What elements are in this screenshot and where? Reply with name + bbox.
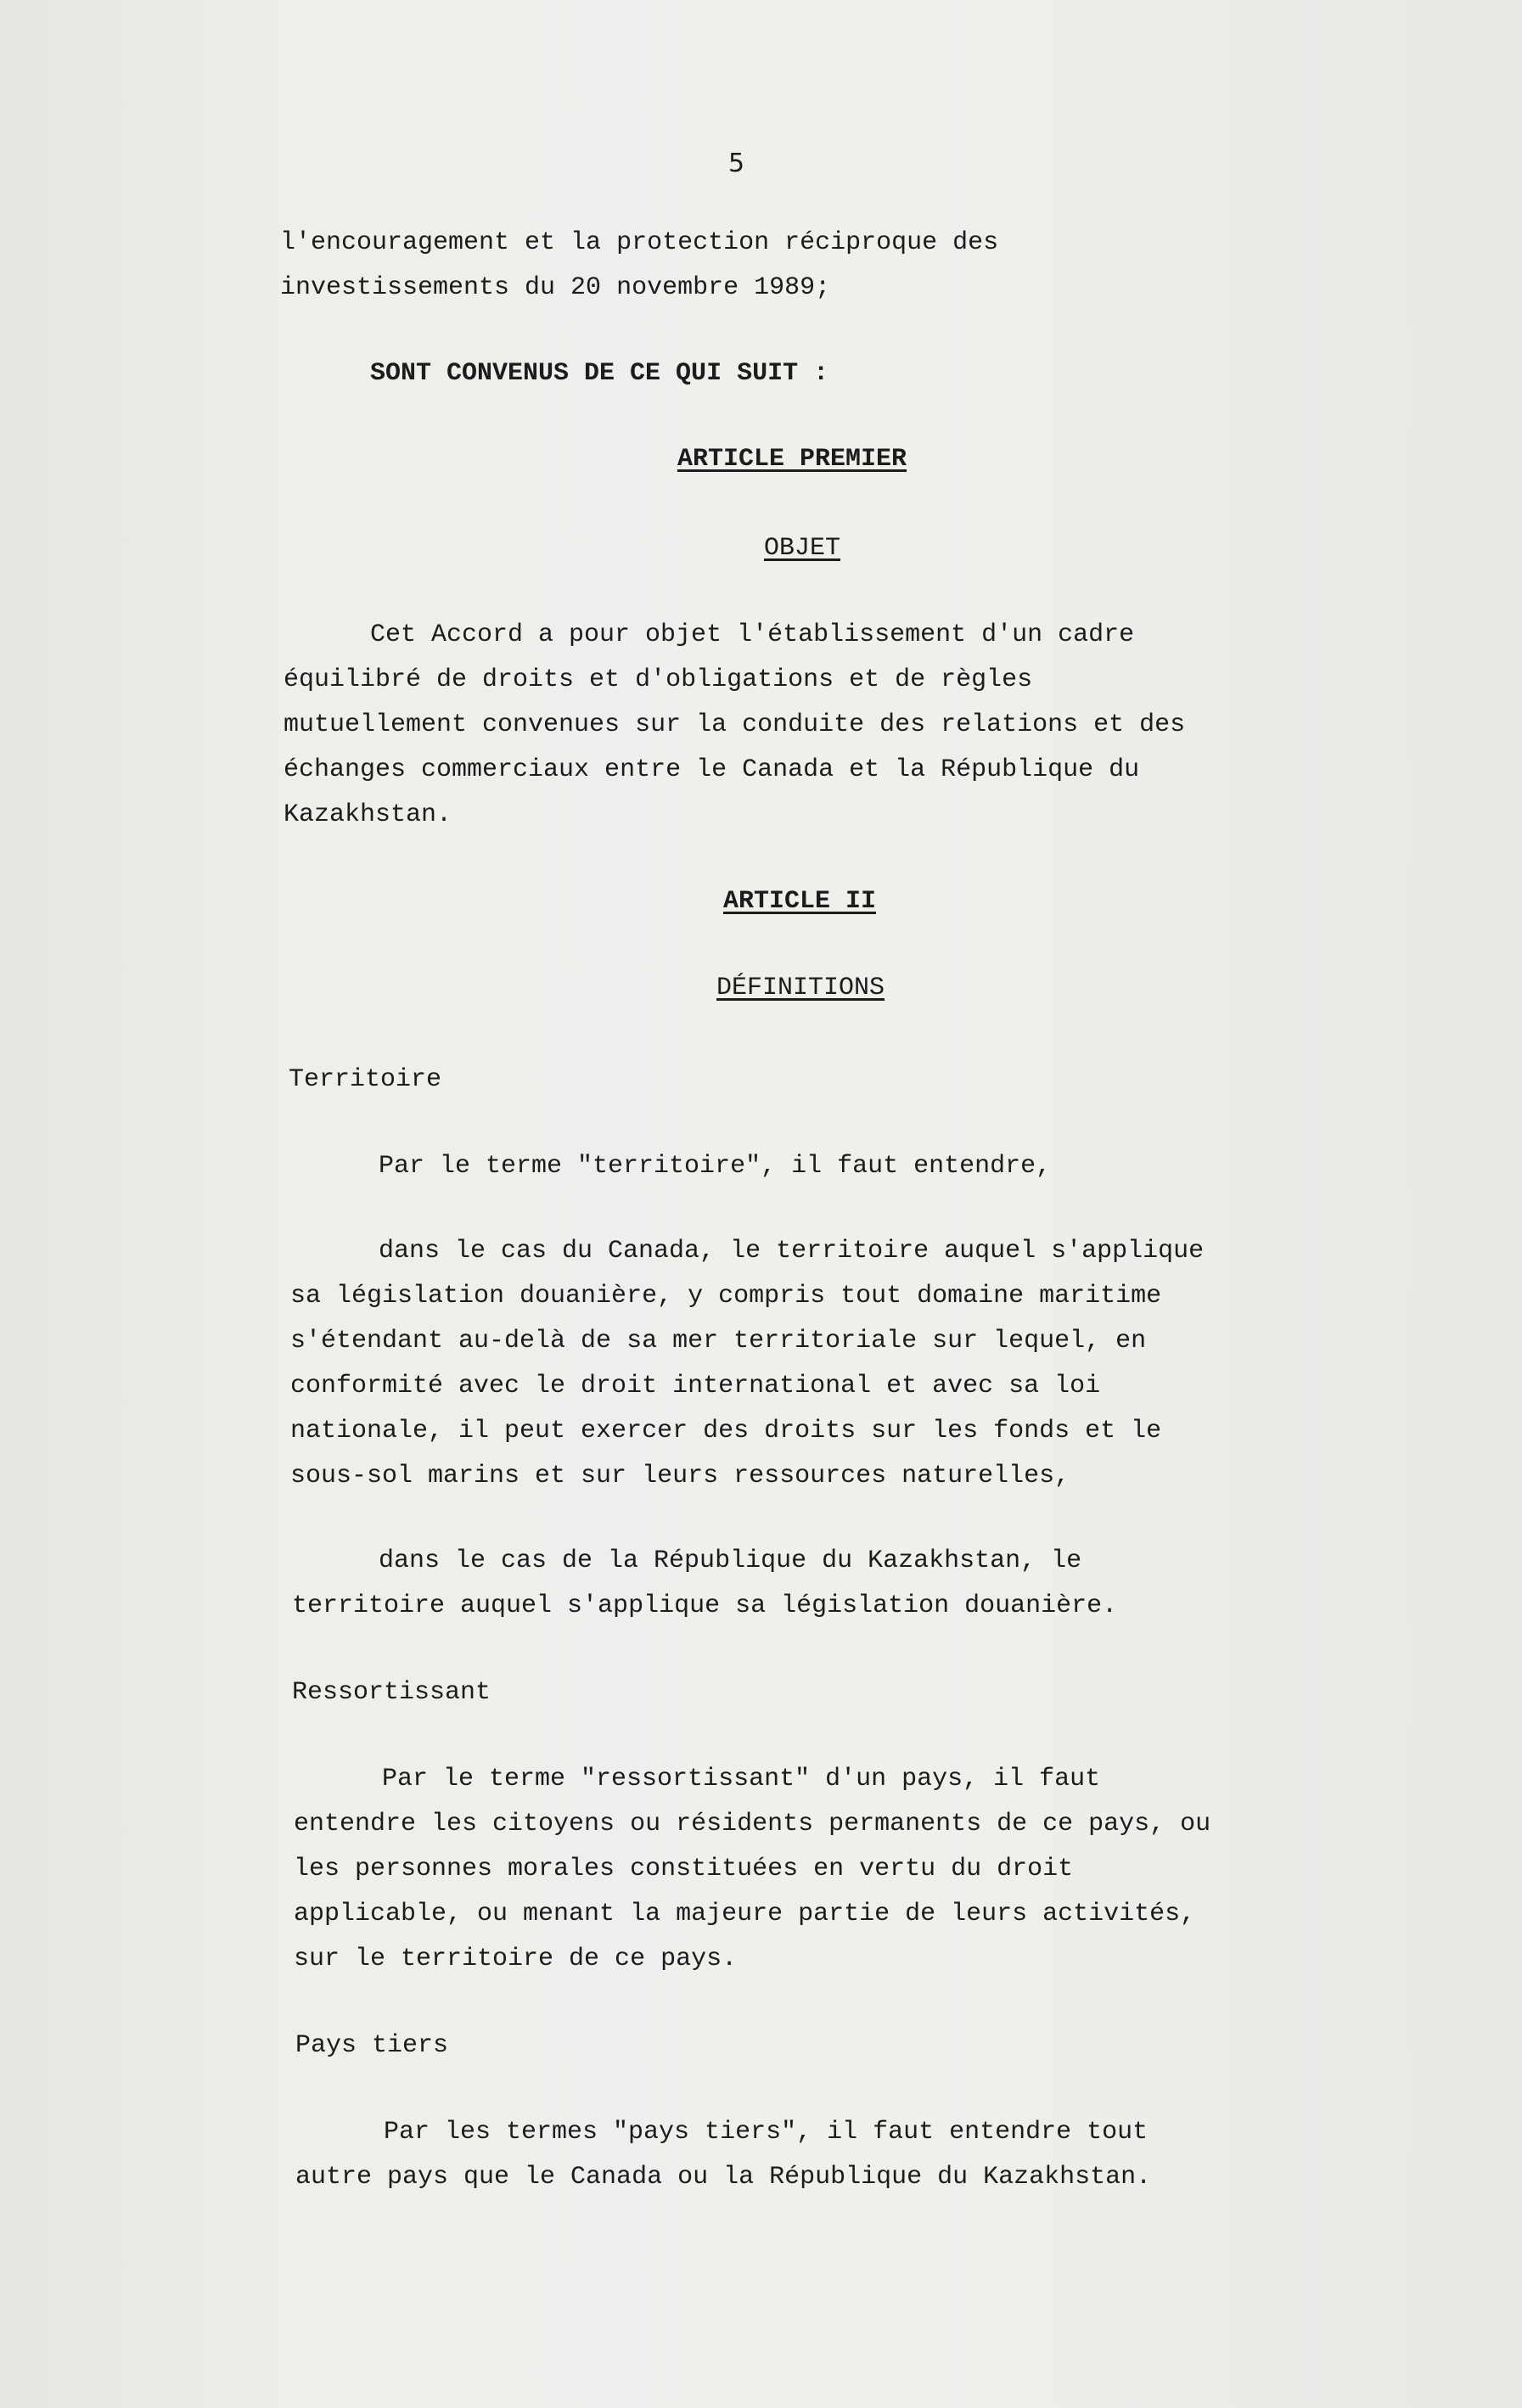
definition-line: dans le cas de la République du Kazakhstan, le <box>379 1546 1082 1575</box>
definition-line: les personnes morales constituées en vertu du droit <box>294 1855 1074 1883</box>
article-1-line: échanges commerciaux entre le Canada et la République du <box>284 755 1140 784</box>
article-1-line: Kazakhstan. <box>284 800 452 829</box>
definition-line: autre pays que le Canada ou la République du Kazakhstan. <box>295 2163 1152 2192</box>
article-1-line: équilibré de droits et d'obligations et de règles <box>284 665 1033 694</box>
definition-line: sa législation douanière, y compris tout domaine maritime <box>290 1282 1162 1311</box>
term-heading: Territoire <box>289 1065 442 1094</box>
article-1-line: Cet Accord a pour objet l'établissement d'un cadre <box>370 620 1135 649</box>
definition-line: applicable, ou menant la majeure partie de leurs activités, <box>294 1900 1196 1928</box>
definition-line: sur le territoire de ce pays. <box>294 1945 738 1973</box>
page-number: 5 <box>728 149 745 178</box>
term-heading: Ressortissant <box>292 1678 491 1707</box>
definition-line: Par le terme "ressortissant" d'un pays, il faut <box>382 1765 1101 1793</box>
definition-line: conformité avec le droit international et avec sa loi <box>290 1372 1101 1400</box>
definition-line: territoire auquel s'applique sa législation douanière. <box>292 1591 1118 1620</box>
preamble-line: l'encouragement et la protection réciproque des <box>280 228 999 257</box>
article-1-title: ARTICLE PREMIER <box>677 445 907 474</box>
definition-line: dans le cas du Canada, le territoire auquel s'applique <box>379 1237 1205 1266</box>
definition-line: nationale, il peut exercer des droits sur les fonds et le <box>290 1417 1162 1445</box>
article-1-subtitle: OBJET <box>764 534 841 563</box>
preamble-line: investissements du 20 novembre 1989; <box>280 273 831 302</box>
article-1-line: mutuellement convenues sur la conduite des relations et des <box>284 710 1186 739</box>
definition-line: s'étendant au-delà de sa mer territoriale sur lequel, en <box>290 1327 1147 1356</box>
definition-line: entendre les citoyens ou résidents permanents de ce pays, ou <box>294 1810 1211 1838</box>
article-2-title: ARTICLE II <box>723 887 877 916</box>
term-heading: Pays tiers <box>295 2031 449 2060</box>
definition-line: sous-sol marins et sur leurs ressources naturelles, <box>290 1462 1070 1490</box>
definition-line: Par les termes "pays tiers", il faut entendre tout <box>384 2118 1149 2147</box>
agreed-heading: SONT CONVENUS DE CE QUI SUIT : <box>370 359 829 388</box>
article-2-subtitle: DÉFINITIONS <box>716 974 885 1002</box>
definition-line: Par le terme "territoire", il faut entendre, <box>379 1152 1052 1181</box>
